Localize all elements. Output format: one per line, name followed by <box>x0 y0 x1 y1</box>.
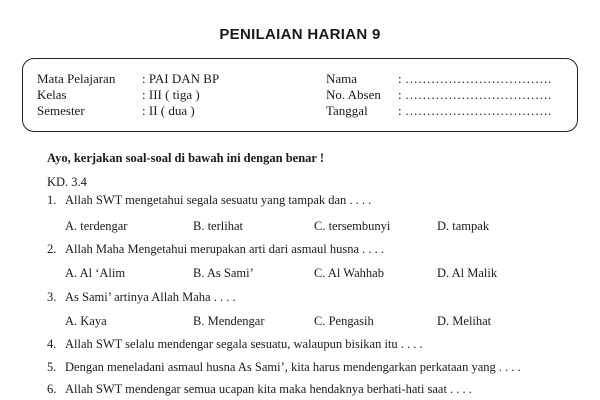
question-3-option-c: C. Pengasih <box>314 314 374 328</box>
question-number: 5. <box>47 360 57 374</box>
name-label: Nama <box>326 71 358 86</box>
student-info-box <box>22 58 578 132</box>
competency-code: KD. 3.4 <box>47 175 87 189</box>
question-3-option-d: D. Melihat <box>437 314 492 328</box>
page-title: PENILAIAN HARIAN 9 <box>219 26 381 43</box>
question-number: 4. <box>47 337 57 351</box>
semester-value: : II ( dua ) <box>142 103 195 118</box>
question-3-option-b: B. Mendengar <box>193 314 265 328</box>
question-1-option-b: B. terlihat <box>193 219 243 233</box>
question-number: 3. <box>47 290 57 304</box>
question-number: 2. <box>47 242 57 256</box>
question-1-option-a: A. terdengar <box>65 219 128 233</box>
subject-value: : PAI DAN BP <box>142 71 220 86</box>
class-value: : III ( tiga ) <box>142 87 200 102</box>
question-2-option-c: C. Al Wahhab <box>314 266 384 280</box>
question-text: Allah Maha Mengetahui merupakan arti dari asmaul husna . . . . <box>65 242 385 256</box>
question-1-option-d: D. tampak <box>437 219 490 233</box>
semester-label: Semester <box>37 103 85 118</box>
question-2-option-a: A. Al ‘Alim <box>65 266 126 280</box>
instruction-text: Ayo, kerjakan soal-soal di bawah ini dengan benar ! <box>47 151 325 165</box>
question-3-option-a: A. Kaya <box>65 314 107 328</box>
question-2-option-b: B. As Sami’ <box>193 266 254 280</box>
question-2-option-d: D. Al Malik <box>437 266 498 280</box>
date-label: Tanggal <box>326 103 368 118</box>
question-text: Allah SWT mengetahui segala sesuatu yang tampak dan . . . . <box>65 193 372 207</box>
subject-label: Mata Pelajaran <box>37 71 116 86</box>
date-field[interactable]: : ……………………………. <box>398 103 552 118</box>
question-1-option-c: C. tersembunyi <box>314 219 391 233</box>
question-number: 6. <box>47 382 57 396</box>
absence-number-label: No. Absen <box>326 87 381 102</box>
name-field[interactable]: : ……………………………. <box>398 71 552 86</box>
question-text: As Sami’ artinya Allah Maha . . . . <box>65 290 236 304</box>
question-number: 1. <box>47 193 57 207</box>
question-text: Allah SWT mendengar semua ucapan kita maka hendaknya berhati-hati saat . . . . <box>65 382 472 396</box>
question-text: Dengan meneladani asmaul husna As Sami’, kita harus mendengarkan perkataan yang . . . . <box>65 360 521 374</box>
question-text: Allah SWT selalu mendengar segala sesuatu, walaupun bisikan itu . . . . <box>65 337 423 351</box>
absence-number-field[interactable]: : ……………………………. <box>398 87 552 102</box>
class-label: Kelas <box>37 87 67 102</box>
